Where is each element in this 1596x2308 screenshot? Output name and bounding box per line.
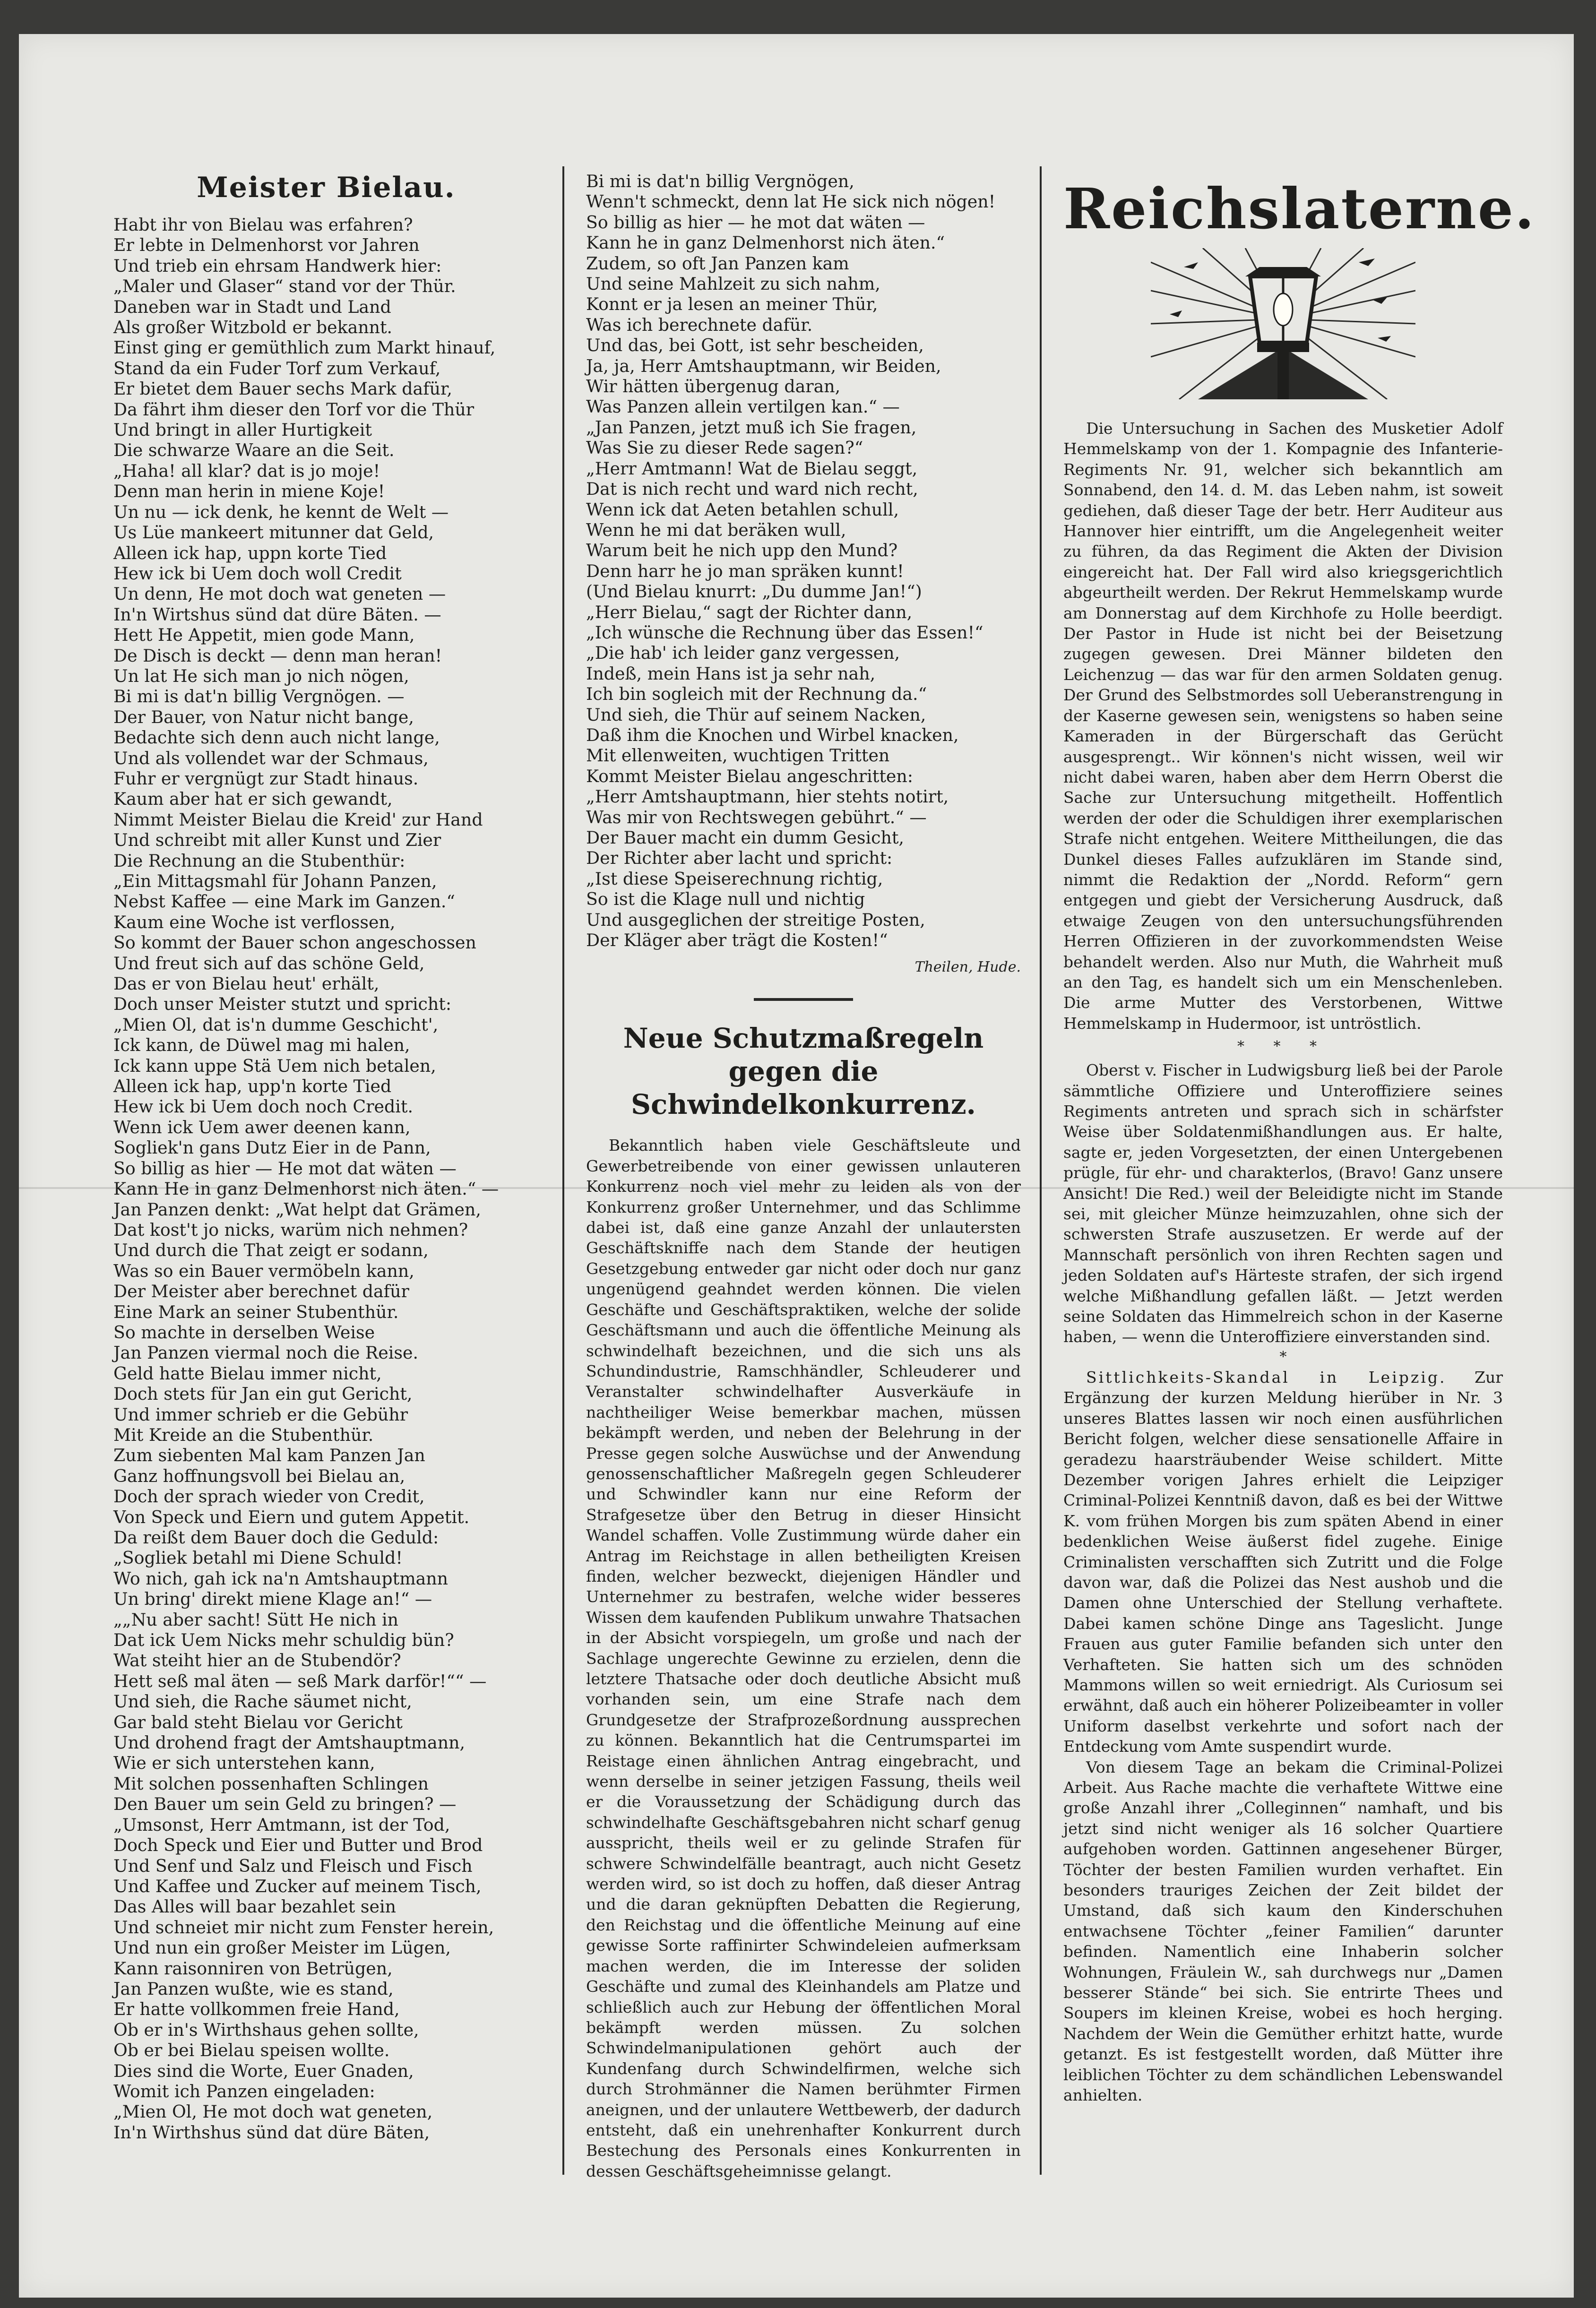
poem-signature: Theilen, Hude. [914, 959, 1021, 976]
poem-line: Da reißt dem Bauer doch die Geduld: [113, 1527, 439, 1548]
poem-line: „Mien Ol, He mot doch wat geneten, [113, 2101, 433, 2122]
poem-line: Und Kaffee und Zucker auf meinem Tisch, [113, 1876, 482, 1896]
poem-line: Alleen ick hap, upp'n korte Tied [113, 1076, 392, 1097]
poem-line: Und drohend fragt der Amtshauptmann, [113, 1732, 465, 1753]
poem-line: Us Lüe mankeert mitunner dat Geld, [113, 522, 434, 543]
lantern-vignette-icon [1151, 248, 1415, 399]
poem-line: Ob er bei Bielau speisen wollte. [113, 2040, 390, 2061]
poem-line: Was Panzen allein vertilgen kan.“ — [586, 396, 900, 417]
poem-line: Wat steiht hier an de Stubendör? [113, 1650, 401, 1671]
poem-line: Doch Speck und Eier und Butter und Brod [113, 1835, 483, 1856]
poem-line: Wenn he mi dat beräken wull, [586, 519, 846, 540]
poem-line: Jan Panzen viermal noch die Reise. [113, 1343, 418, 1363]
article-paragraph: Bekanntlich haben viele Geschäftsleute und Gewerbetreibende von einer gewissen unlauteren Konkurrenz noch viel mehr zu leiden als von der Konkurrenz großer Unternehmer, und das Schlimme dabei ist, daß eine ganze Anzahl der unlautersten Geschäftskniffe nach dem Stande der heutigen Gesetzgebung entweder gar nicht oder doch nur ganz ungenügend geahndet werden können. Die vielen Geschäfte und Geschäftspraktiken, welche der solide Geschäftsmann und auch die öffentliche Meinung als schwindelhaft bezeichnen, und die sich uns als Schundindustrie, Ramschhändler, Schleuderer und Veranstalter schwindelhafter Ausverkäufe in nachtheiliger Weise bemerkbar machen, müssen bekämpft werden, und neben der Belehrung in der Presse gegen solche Auswüchse und der Anwendung genossenschaftlicher Maßregeln gegen Schleuderer und Schwindler kann nur eine Reform der Strafgesetze über den Betrug in dieser Hinsicht Wandel schaffen. Volle Zustimmung würde daher ein Antrag im Reichstage in allen betheiligten Kreisen finden, welcher bezweckt, diejenigen Händler und Unternehmer zu bestrafen, welche wider besseres Wissen dem kaufenden Publikum unwahre Thatsachen in der Absicht vorspiegeln, um große und nach der Sachlage ungerechte Gewinne zu erzielen, denn die letztere Thatsache oder doch deutliche Absicht muß vorhanden sein, um eine Strafe nach dem Grundgesetze der Strafprozeßordnung aussprechen zu können. Bekanntlich hat die Centrumspartei im Reistage einen ähnlichen Antrag eingebracht, und wenn derselbe in seiner jetzigen Fassung, theils weil er die Voraussetzung der Schädigung durch das schwindelhafte Geschäftsgebahren nicht scharf genug ausspricht, theils weil er zu gelinde Strafen für schwere Schwindelfälle beantragt, auch nicht Gesetz werden wird, so ist doch zu hoffen, daß dieser Antrag und die daran geknüpften Debatten die Regierung, den Reichstag und die öffentliche Meinung auf eine gewisse Sorte raffinirter Schwindeleien aufmerksam machen werden, die im Interesse der soliden Geschäfte und zumal des Kleinhandels am Platze und schließlich auch zur Hebung der öffentlichen Moral bekämpft werden müssen. Zu solchen Schwindelmanipulationen gehört auch der Kundenfang durch Schwindelfirmen, welche sich durch Strohmänner die Namen berühmter Firmen aneignen, und der unlautere Wettbewerb, der dadurch entsteht, daß ein unehrenhafter Konkurrent durch Bestechung des Personals eines Konkurrenten in dessen Geschäftsgeheimnisse gelangt. [586, 1136, 1021, 2180]
poem-line: Wie er sich unterstehen kann, [113, 1753, 375, 1774]
poem-line: Den Bauer um sein Geld zu bringen? — [113, 1794, 457, 1815]
poem-line: Was Sie zu dieser Rede sagen?“ [586, 438, 863, 458]
poem-line: Der Bauer, von Natur nicht bange, [113, 706, 414, 727]
poem-line: Denn man herin in miene Koje! [113, 481, 385, 502]
poem-line: So ist die Klage null und nichtig [586, 889, 865, 910]
poem-verse-part-2 [586, 171, 1021, 950]
poem-line: Ick kann uppe Stä Uem nich betalen, [113, 1055, 436, 1076]
poem-line: Wo nich, gah ick na'n Amtshauptmann [113, 1568, 449, 1589]
poem-line: Wenn ick Uem awer deenen kann, [113, 1117, 411, 1137]
poem-line: Konnt er ja lesen an meiner Thür, [586, 294, 878, 315]
poem-line: Kann He in ganz Delmenhorst nich äten.“ — [113, 1179, 499, 1199]
poem-verse-part-1 [113, 215, 539, 2143]
poem-line: So kommt der Bauer schon angeschossen [113, 932, 476, 953]
poem-line: Ganz hoffnungsvoll bei Bielau an, [113, 1465, 405, 1486]
newspaper-page [19, 34, 1574, 2298]
poem-line: Die schwarze Waare an die Seit. [113, 440, 395, 461]
column-3 [1063, 171, 1536, 2106]
column-2 [586, 171, 1021, 2181]
poem-line: „Herr Amtmann! Wat de Bielau seggt, [586, 458, 918, 479]
news-paragraph-fischer: Oberst v. Fischer in Ludwigsburg ließ bei der Parole sämmtliche Offiziere und Unteroffiziere seines Regiments antreten und sprach sich in schärfster Weise über Soldatenmißhandlungen aus. Er halte, sagte er, jeden Vorgesetzten, der einen Untergebenen prügle, für ehr- und charakterlos, (Bravo! Ganz unsere Ansicht! Die Red.) weil der Beleidigte nicht im Stande sei, mit gleicher Münze heimzuzahlen, ohne sich der schwersten Strafe auszusetzen. Er werde auf der Mannschaft persönlich von ihren Rechten sagen und jeden Soldaten auf's Härteste strafen, der sich irgend welche Mißhandlung gefallen läßt. — Jetzt werden seine Soldaten das Himmelreich schon in der Kaserne haben, — wenn die Unteroffiziere einverstanden sind. [1063, 1061, 1503, 1346]
poem-line: Habt ihr von Bielau was erfahren? [113, 215, 413, 235]
poem-line: Und freut sich auf das schöne Geld, [113, 953, 425, 973]
section-divider [754, 998, 853, 1001]
column-rule-right [1040, 166, 1042, 2175]
poem-line: Zudem, so oft Jan Panzen kam [586, 253, 849, 274]
poem-line: Das Alles will baar bezahlet sein [113, 1896, 396, 1917]
poem-line: Hew ick bi Uem doch noch Credit. [113, 1096, 413, 1117]
reichslaterne-masthead: Reichslaterne. [1063, 176, 1536, 241]
poem-line: Wir hätten übergenug daran, [586, 376, 841, 397]
article-title: Neue Schutzmaßregeln gegen die Schwindelkonkurrenz. [623, 1022, 984, 1121]
poem-line: In'n Wirtshus sünd dat düre Bäten. — [113, 604, 441, 625]
poem-line: So billig as hier — he mot dat wäten — [586, 212, 925, 233]
poem-line: Von Speck und Eiern und gutem Appetit. [113, 1507, 470, 1527]
poem-line: Un lat He sich man jo nich nögen, [113, 665, 409, 686]
poem-line: Bedachte sich denn auch nicht lange, [113, 727, 440, 748]
poem-line: Was ich berechnete dafür. [586, 314, 813, 335]
poem-title: Meister Bielau. [197, 171, 456, 204]
poem-line: Daß ihm die Knochen und Wirbel knacken, [586, 724, 959, 745]
poem-line: Kann raisonniren von Betrügen, [113, 1958, 393, 1979]
poem-line: So billig as hier — He mot dat wäten — [113, 1158, 457, 1179]
poem-line: Was so ein Bauer vermöbeln kann, [113, 1260, 414, 1281]
poem-line: Denn harr he jo man spräken kunnt! [586, 560, 904, 581]
news-paragraph-leipzig [1063, 1367, 1503, 1757]
news-lead-leipzig: Sittlichkeits-Skandal in Leipzig. [1086, 1368, 1447, 1387]
poem-line: Un bring' direkt miene Klage an!“ — [113, 1589, 432, 1610]
poem-line: Dat ick Uem Nicks mehr schuldig bün? [113, 1630, 454, 1651]
poem-line: Ich bin sogleich mit der Rechnung da.“ [586, 684, 927, 705]
poem-line: Da fährt ihm dieser den Torf vor die Thür [113, 399, 474, 420]
poem-line: Hew ick bi Uem doch woll Credit [113, 563, 402, 584]
poem-line: Und sieh, die Rache säumet nicht, [113, 1691, 412, 1712]
poem-line: Mit solchen possenhaften Schlingen [113, 1773, 429, 1794]
poem-line: Mit ellenweiten, wuchtigen Tritten [586, 745, 890, 766]
poem-line: Nimmt Meister Bielau die Kreid' zur Hand [113, 809, 483, 830]
poem-line: Und schreibt mit aller Kunst und Zier [113, 830, 441, 851]
poem-line: Er hatte vollkommen freie Hand, [113, 1999, 400, 2020]
poem-line: „Ein Mittagsmahl für Johann Panzen, [113, 871, 437, 891]
poem-line: Wenn ick dat Aeten betahlen schull, [586, 499, 899, 520]
poem-line: Und sieh, die Thür auf seinem Nacken, [586, 704, 926, 725]
column-1 [113, 171, 539, 2143]
poem-line: Sogliek'n gans Dutz Eier in de Pann, [113, 1137, 431, 1158]
news-paragraph-criminal-police: Von diesem Tage an bekam die Criminal-Polizei Arbeit. Aus Rache machte die verhaftete Wittwe eine große Anzahl ihrer „Colleginnen“ namhaft, und bis jetzt sind nicht weniger als 16 solcher Quartiere aufgehoben worden. Gattinnen angesehener Bürger, Töchter der besten Familien wurden verhaftet. Ein besonders trauriges Zeichen der Zeit bildet der Umstand, daß sich kaum den Kinderschuhen entwachsene Töchter „feiner Familien“ darunter befinden. Namentlich eine Inhaberin solcher Wohnungen, Fräulein W., sah durchwegs nur „Damen besserer Stände“ bei sich. Sie entrirte Thees und Soupers im kleinen Kreise, wobei es hoch herging. Nachdem der Wein die Gemüther erhitzt hatte, wurde getanzt. Es ist festgestellt worden, daß Mütter ihre leiblichen Töchter zu dem schändlichen Lebenswandel anhielten. [1063, 1757, 1503, 2105]
column-rule-left [562, 166, 564, 2175]
poem-line: Un denn, He mot doch wat geneten — [113, 584, 446, 604]
poem-line: Dies sind die Worte, Euer Gnaden, [113, 2060, 414, 2081]
poem-line: Jan Panzen denkt: „Wat helpt dat Grämen, [113, 1199, 481, 1220]
poem-line: Die Rechnung an die Stubenthür: [113, 850, 405, 871]
poem-line: Er lebte in Delmenhorst vor Jahren [113, 235, 420, 256]
poem-line: „Mien Ol, dat is'n dumme Geschicht', [113, 1014, 439, 1035]
poem-line: „Herr Bielau,“ sagt der Richter dann, [586, 602, 913, 622]
poem-line: Nebst Kaffee — eine Mark im Ganzen.“ [113, 891, 455, 912]
poem-line: Jan Panzen wußte, wie es stand, [113, 1978, 394, 1999]
poem-line: Warum beit he nich upp den Mund? [586, 540, 898, 561]
poem-line: Bi mi is dat'n billig Vergnögen. — [113, 686, 405, 707]
news-text-leipzig: Zur Ergänzung der kurzen Meldung hierüber in Nr. 3 unseres Blattes lassen wir noch einen ausführlichen Bericht folgen, welcher diese sensationelle Affaire in geradezu haarsträubender Weise schildert. Mitte Dezember vorigen Jahres erhielt die Leipziger Criminal-Polizei Kenntniß davon, daß es bei der Wittwe K. vom frühen Morgen bis zum späten Abend in einer bedenklichen Weise äußerst fidel zugehe. Einige Criminalisten verschafften sich Zutritt und die Folge davon war, daß die Polizei das Nest aushob und die Damen ohne Unterschied der Stellung verhaftete. Dabei kamen schöne Dinge ans Tageslicht. Junge Frauen aus guter Familie befanden sich unter den Verhafteten. Sie hatten sich um des schnöden Mammons willen so weit erniedrigt. Als Curiosum sei erwähnt, daß auch ein höherer Polizeibeamter in voller Uniform daselbst verkehrte und sofort nach der Entdeckung vom Amte suspendirt wurde. [1063, 1368, 1503, 1756]
poem-line: „Umsonst, Herr Amtmann, ist der Tod, [113, 1814, 450, 1835]
poem-line: Womit ich Panzen eingeladen: [113, 2081, 375, 2101]
poem-line: (Und Bielau knurrt: „Du dumme Jan!“) [586, 581, 922, 602]
section-stars: * * * [1237, 1038, 1329, 1055]
poem-line: Geld hatte Bielau immer nicht, [113, 1363, 382, 1384]
poem-line: Als großer Witzbold er bekannt. [113, 317, 393, 338]
poem-line: Und nun ein großer Meister im Lügen, [113, 1938, 451, 1958]
poem-line: Eine Mark an seiner Stubenthür. [113, 1301, 399, 1322]
poem-line: Und als vollendet war der Schmaus, [113, 748, 429, 768]
poem-line: Und Senf und Salz und Fleisch und Fisch [113, 1855, 473, 1876]
poem-line: Kann he in ganz Delmenhorst nich äten.“ [586, 233, 945, 253]
poem-line: Indeß, mein Hans ist ja sehr nah, [586, 663, 876, 684]
poem-line: Und ausgeglichen der streitige Posten, [586, 909, 925, 930]
poem-line: Und immer schrieb er die Gebühr [113, 1404, 408, 1425]
news-column [1063, 418, 1503, 2106]
poem-line: Zum siebenten Mal kam Panzen Jan [113, 1445, 425, 1466]
poem-line: Und das, bei Gott, ist sehr bescheiden, [586, 335, 924, 356]
poem-line: Doch stets für Jan ein gut Gericht, [113, 1384, 413, 1404]
poem-line: Ob er in's Wirthshaus gehen sollte, [113, 2019, 419, 2040]
poem-line: Dat kost't jo nicks, warüm nich nehmen? [113, 1219, 468, 1240]
poem-line: Der Richter aber lacht und spricht: [586, 848, 893, 869]
poem-line: Hett seß mal äten — seß Mark darför!““ — [113, 1671, 487, 1691]
poem-line: „Maler und Glaser“ stand vor der Thür. [113, 276, 456, 297]
poem-line: „Ich wünsche die Rechnung über das Essen!“ [586, 622, 983, 643]
poem-line: „„Nu aber sacht! Sütt He nich in [113, 1609, 399, 1630]
poem-line: „Haha! all klar? dat is jo moje! [113, 460, 380, 481]
poem-line: Bi mi is dat'n billig Vergnögen, [586, 171, 854, 191]
poem-line: Der Kläger aber trägt die Kosten!“ [586, 930, 888, 951]
poem-line: Das er von Bielau heut' erhält, [113, 973, 380, 994]
poem-line: Mit Kreide an die Stubenthür. [113, 1424, 374, 1445]
poem-line: Fuhr er vergnügt zur Stadt hinaus. [113, 768, 419, 789]
section-star: * [1279, 1348, 1287, 1365]
news-paragraph-hemmelskamp: Die Untersuchung in Sachen des Musketier Adolf Hemmelskamp von der 1. Kompagnie des Infanterie-Regiments Nr. 91, welcher sich bekanntlich am Sonnabend, den 14. d. M. das Leben nahm, ist soweit gediehen, daß dieser Tage der betr. Herr Auditeur aus Hannover hier eintrifft, um die Angelegenheit weiter zu führen, da das Regiment die Akten der Division eingereicht hat. Der Fall wird also kriegsgerichtlich abgeurtheilt werden. Der Rekrut Hemmelskamp wurde am Donnerstag auf dem Kirchhofe zu Holle beerdigt. Der Pastor in Hude ist nicht bei der Beisetzung zugegen gewesen. Drei Männer bildeten den Leichenzug — das war für den armen Soldaten genug. Der Grund des Selbstmordes soll Ueberanstrengung in der Kaserne gewesen sein, wenigstens so haben seine Kameraden in der Bürgerschaft das Gerücht ausgesprengt.. Wir können's nicht wissen, weil wir nicht dabei waren, haben aber dem Herrn Oberst die Sache zur Untersuchung mitgetheilt. Hoffentlich werden der oder die Schuldigen ihrer exemplarischen Strafe nicht entgehen. Weitere Mittheilungen, die das Dunkel dieses Falles aufzuklären im Stande sind, nimmt die Redaktion der „Nordd. Reform“ gern entgegen und giebt der Versicherung Ausdruck, daß etwaige Zeugen von den untersuchungsführenden Herren Offizieren in der zuvorkommendsten Weise behandelt werden. Also nur Muth, die Wahrheit muß an den Tag, es handelt sich um ein Menschenleben. Die arme Mutter des Verstorbenen, Wittwe Hemmelskamp in Hudermoor, ist untröstlich. [1063, 419, 1503, 1033]
poem-line: Kaum eine Woche ist verflossen, [113, 912, 396, 932]
poem-line: Was mir von Rechtswegen gebührt.“ — [586, 807, 927, 827]
poem-line: Ja, ja, Herr Amtshauptmann, wir Beiden, [586, 355, 941, 376]
poem-line: Und trieb ein ehrsam Handwerk hier: [113, 255, 442, 276]
poem-line: Wenn't schmeckt, denn lat He sick nich nögen! [586, 191, 996, 212]
poem-line: Der Meister aber berechnet dafür [113, 1281, 409, 1302]
poem-line: „Die hab' ich leider ganz vergessen, [586, 643, 900, 663]
poem-line: Einst ging er gemüthlich zum Markt hinauf, [113, 337, 496, 358]
poem-line: In'n Wirthshus sünd dat düre Bäten, [113, 2122, 430, 2143]
poem-line: Kaum aber hat er sich gewandt, [113, 789, 393, 810]
poem-line: Gar bald steht Bielau vor Gericht [113, 1712, 403, 1732]
poem-line: „Jan Panzen, jetzt muß ich Sie fragen, [586, 417, 917, 438]
poem-line: Ick kann, de Düwel mag mi halen, [113, 1035, 410, 1056]
poem-line: Und seine Mahlzeit zu sich nahm, [586, 274, 880, 294]
poem-line: Kommt Meister Bielau angeschritten: [586, 766, 913, 786]
poem-line: Und schneiet mir nicht zum Fenster herein, [113, 1917, 494, 1938]
poem-line: Stand da ein Fuder Torf zum Verkauf, [113, 358, 441, 379]
poem-line: Und bringt in aller Hurtigkeit [113, 420, 372, 440]
poem-line: Der Bauer macht ein dumm Gesicht, [586, 827, 904, 848]
poem-line: Dat is nich recht und ward nich recht, [586, 479, 918, 499]
poem-line: „Sogliek betahl mi Diene Schuld! [113, 1548, 403, 1568]
poem-line: Doch der sprach wieder von Credit, [113, 1486, 425, 1507]
poem-line: Daneben war in Stadt und Land [113, 296, 391, 317]
poem-line: De Disch is deckt — denn man heran! [113, 645, 442, 666]
poem-line: „Herr Amtshauptmann, hier stehts notirt, [586, 786, 949, 807]
poem-line: Un nu — ick denk, he kennt de Welt — [113, 501, 449, 522]
poem-line: Hett He Appetit, mien gode Mann, [113, 625, 415, 646]
poem-line: So machte in derselben Weise [113, 1322, 375, 1343]
poem-line: Und durch die That zeigt er sodann, [113, 1240, 429, 1261]
poem-line: „Ist diese Speiserechnung richtig, [586, 868, 883, 889]
article-body [586, 1135, 1021, 2181]
poem-line: Doch unser Meister stutzt und spricht: [113, 994, 452, 1015]
poem-line: Er bietet dem Bauer sechs Mark dafür, [113, 379, 452, 399]
poem-line: Alleen ick hap, uppn korte Tied [113, 543, 387, 563]
